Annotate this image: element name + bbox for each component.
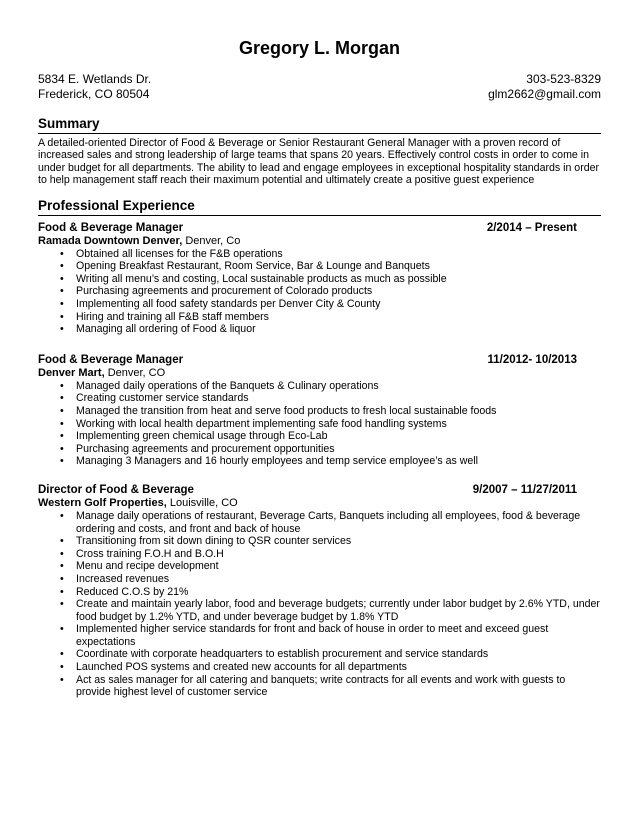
spacer — [38, 336, 601, 348]
candidate-name: Gregory L. Morgan — [238, 38, 400, 58]
bullet-text: Cross training F.O.H and B.O.H — [76, 547, 224, 560]
list-item — [38, 311, 601, 324]
bullet-text: Purchasing agreements and procurement opportunities — [76, 442, 335, 455]
bullet-icon: • — [60, 623, 64, 636]
bullet-text: Coordinate with corporate headquarters to establish procurement and service standards — [76, 648, 489, 661]
job-company — [38, 497, 601, 510]
list-item — [38, 648, 601, 661]
spacer — [38, 468, 601, 478]
bullet-text: Implementing all food safety standards per Denver City & County — [76, 298, 381, 310]
list-item — [38, 455, 601, 468]
bullet-text: Purchasing agreements and procurement of Colorado products — [76, 285, 373, 298]
bullet-text: Managing all ordering of Food & liquor — [76, 323, 256, 336]
summary-text: A detailed-oriented Director of Food & Beverage or Senior Restaurant General Manager with a proven record of increased sales and strong leadership of large teams that spans 20 years. Effectively control costs in order to come in under budget for all departments. The ability to lead and engage employees in exceptional hospitality standards in order to help management staff reach their maximum potential and ultimately create a positive guest experience — [38, 137, 600, 187]
bullet-icon: • — [60, 661, 64, 674]
list-item — [38, 674, 601, 699]
job-dates: 2/2014 – Present — [486, 221, 577, 234]
list-item — [38, 586, 601, 599]
list-item — [38, 323, 601, 336]
job-entry — [38, 483, 601, 699]
list-item — [38, 298, 601, 311]
job-entry — [38, 353, 601, 468]
bullet-text: Managed the transition from heat and serve food products to fresh local sustainable foods — [76, 404, 497, 417]
bullet-icon: • — [60, 585, 64, 598]
bullet-text: Creating customer service standards — [76, 392, 249, 405]
list-item — [38, 510, 601, 535]
job-bullets — [38, 248, 601, 336]
list-item — [38, 418, 601, 431]
bullet-text: Hiring and training all F&B staff members — [76, 310, 269, 323]
list-item — [38, 623, 601, 648]
job-title: Food & Beverage Manager — [38, 221, 184, 234]
job-dates: 11/2012- 10/2013 — [487, 353, 577, 366]
bullet-text: Create and maintain yearly labor, food and beverage budgets; currently under labor budget by 2.6% YTD, under food budget by 1.2% YTD, and under beverage budget by 1.8% YTD — [76, 598, 600, 623]
list-item — [38, 405, 601, 418]
bullet-icon: • — [60, 260, 64, 273]
bullet-icon: • — [60, 547, 64, 560]
contact-block — [38, 72, 601, 102]
company-location: Denver, CO — [104, 366, 166, 379]
bullet-icon: • — [60, 379, 64, 392]
job-header — [38, 221, 601, 235]
list-item — [38, 535, 601, 548]
bullet-text: Managing 3 Managers and 16 hourly employees and temp service employee’s as well — [76, 455, 479, 468]
bullet-text: Act as sales manager for all catering and banquets; write contracts for all events and work with guests to provide highest level of customer service — [76, 673, 566, 699]
company-name: Western Golf Properties, — [38, 496, 167, 509]
bullet-text: Increased revenues — [76, 572, 170, 585]
list-item — [38, 273, 601, 286]
list-item — [38, 285, 601, 298]
experience-heading: Professional Experience — [38, 198, 601, 216]
bullet-icon: • — [60, 560, 64, 573]
bullet-text: Opening Breakfast Restaurant, Room Service, Bar & Lounge and Banquets — [76, 260, 430, 273]
job-title: Director of Food & Beverage — [38, 483, 194, 496]
job-company — [38, 367, 601, 380]
bullet-text: Launched POS systems and created new accounts for all departments — [76, 661, 407, 674]
bullet-icon: • — [60, 272, 64, 285]
bullet-icon: • — [60, 598, 64, 611]
bullet-icon: • — [60, 392, 64, 405]
bullet-icon: • — [60, 535, 64, 548]
list-item — [38, 573, 601, 586]
list-item — [38, 260, 601, 273]
bullet-icon: • — [60, 417, 64, 430]
bullet-icon: • — [60, 455, 64, 468]
address-line-1: 5834 E. Wetlands Dr. — [38, 72, 152, 86]
bullet-icon: • — [60, 509, 64, 522]
bullet-icon: • — [60, 323, 64, 336]
job-header — [38, 353, 601, 367]
bullet-icon: • — [60, 247, 64, 260]
address-line-2: Frederick, CO 80504 — [38, 87, 150, 101]
contact-info — [488, 72, 601, 102]
job-bullets — [38, 510, 601, 699]
bullet-text: Menu and recipe development — [76, 560, 219, 573]
company-name: Ramada Downtown Denver, — [38, 234, 183, 247]
bullet-text: Manage daily operations of restaurant, Beverage Carts, Banquets including all employees, food & beverage ordering and costs, and front and back of house — [76, 509, 581, 535]
bullet-text: Obtained all licenses for the F&B operations — [76, 247, 283, 260]
job-bullets — [38, 380, 601, 468]
bullet-text: Implementing green chemical usage through Eco-Lab — [76, 430, 328, 443]
email-address: glm2662@gmail.com — [488, 87, 601, 101]
list-item — [38, 443, 601, 456]
list-item — [38, 548, 601, 561]
job-dates: 9/2007 – 11/27/2011 — [472, 483, 577, 496]
bullet-icon: • — [60, 673, 64, 686]
bullet-text: Reduced C.O.S by 21% — [76, 585, 189, 598]
list-item — [38, 661, 601, 674]
list-item — [38, 598, 601, 623]
bullet-icon: • — [60, 430, 64, 443]
job-company — [38, 235, 601, 248]
bullet-icon: • — [60, 442, 64, 455]
job-entry — [38, 221, 601, 336]
summary-heading: Summary — [38, 116, 601, 134]
bullet-text: Working with local health department implementing safe food handling systems — [76, 417, 447, 430]
resume-page — [38, 38, 601, 699]
phone-number: 303-523-8329 — [526, 72, 601, 86]
bullet-text: Transitioning from sit down dining to QSR counter services — [76, 535, 352, 548]
bullet-icon: • — [60, 285, 64, 298]
bullet-text: Managed daily operations of the Banquets & Culinary operations — [76, 379, 379, 392]
company-name: Denver Mart, — [38, 366, 105, 379]
bullet-icon: • — [60, 310, 64, 323]
list-item — [38, 392, 601, 405]
company-location: Louisville, CO — [166, 496, 238, 509]
bullet-icon: • — [60, 298, 64, 310]
bullet-text: Implemented higher service standards for front and back of house in order to meet and exceed guest expectations — [76, 623, 549, 648]
bullet-icon: • — [60, 404, 64, 417]
bullet-icon: • — [60, 648, 64, 661]
list-item — [38, 380, 601, 393]
list-item — [38, 248, 601, 261]
bullet-text: Writing all menu’s and costing, Local sustainable products as much as possible — [76, 272, 447, 285]
list-item — [38, 430, 601, 443]
bullet-icon: • — [60, 572, 64, 585]
job-header — [38, 483, 601, 497]
company-location: Denver, Co — [182, 234, 241, 247]
job-title: Food & Beverage Manager — [38, 353, 184, 366]
list-item — [38, 560, 601, 573]
address — [38, 72, 151, 102]
